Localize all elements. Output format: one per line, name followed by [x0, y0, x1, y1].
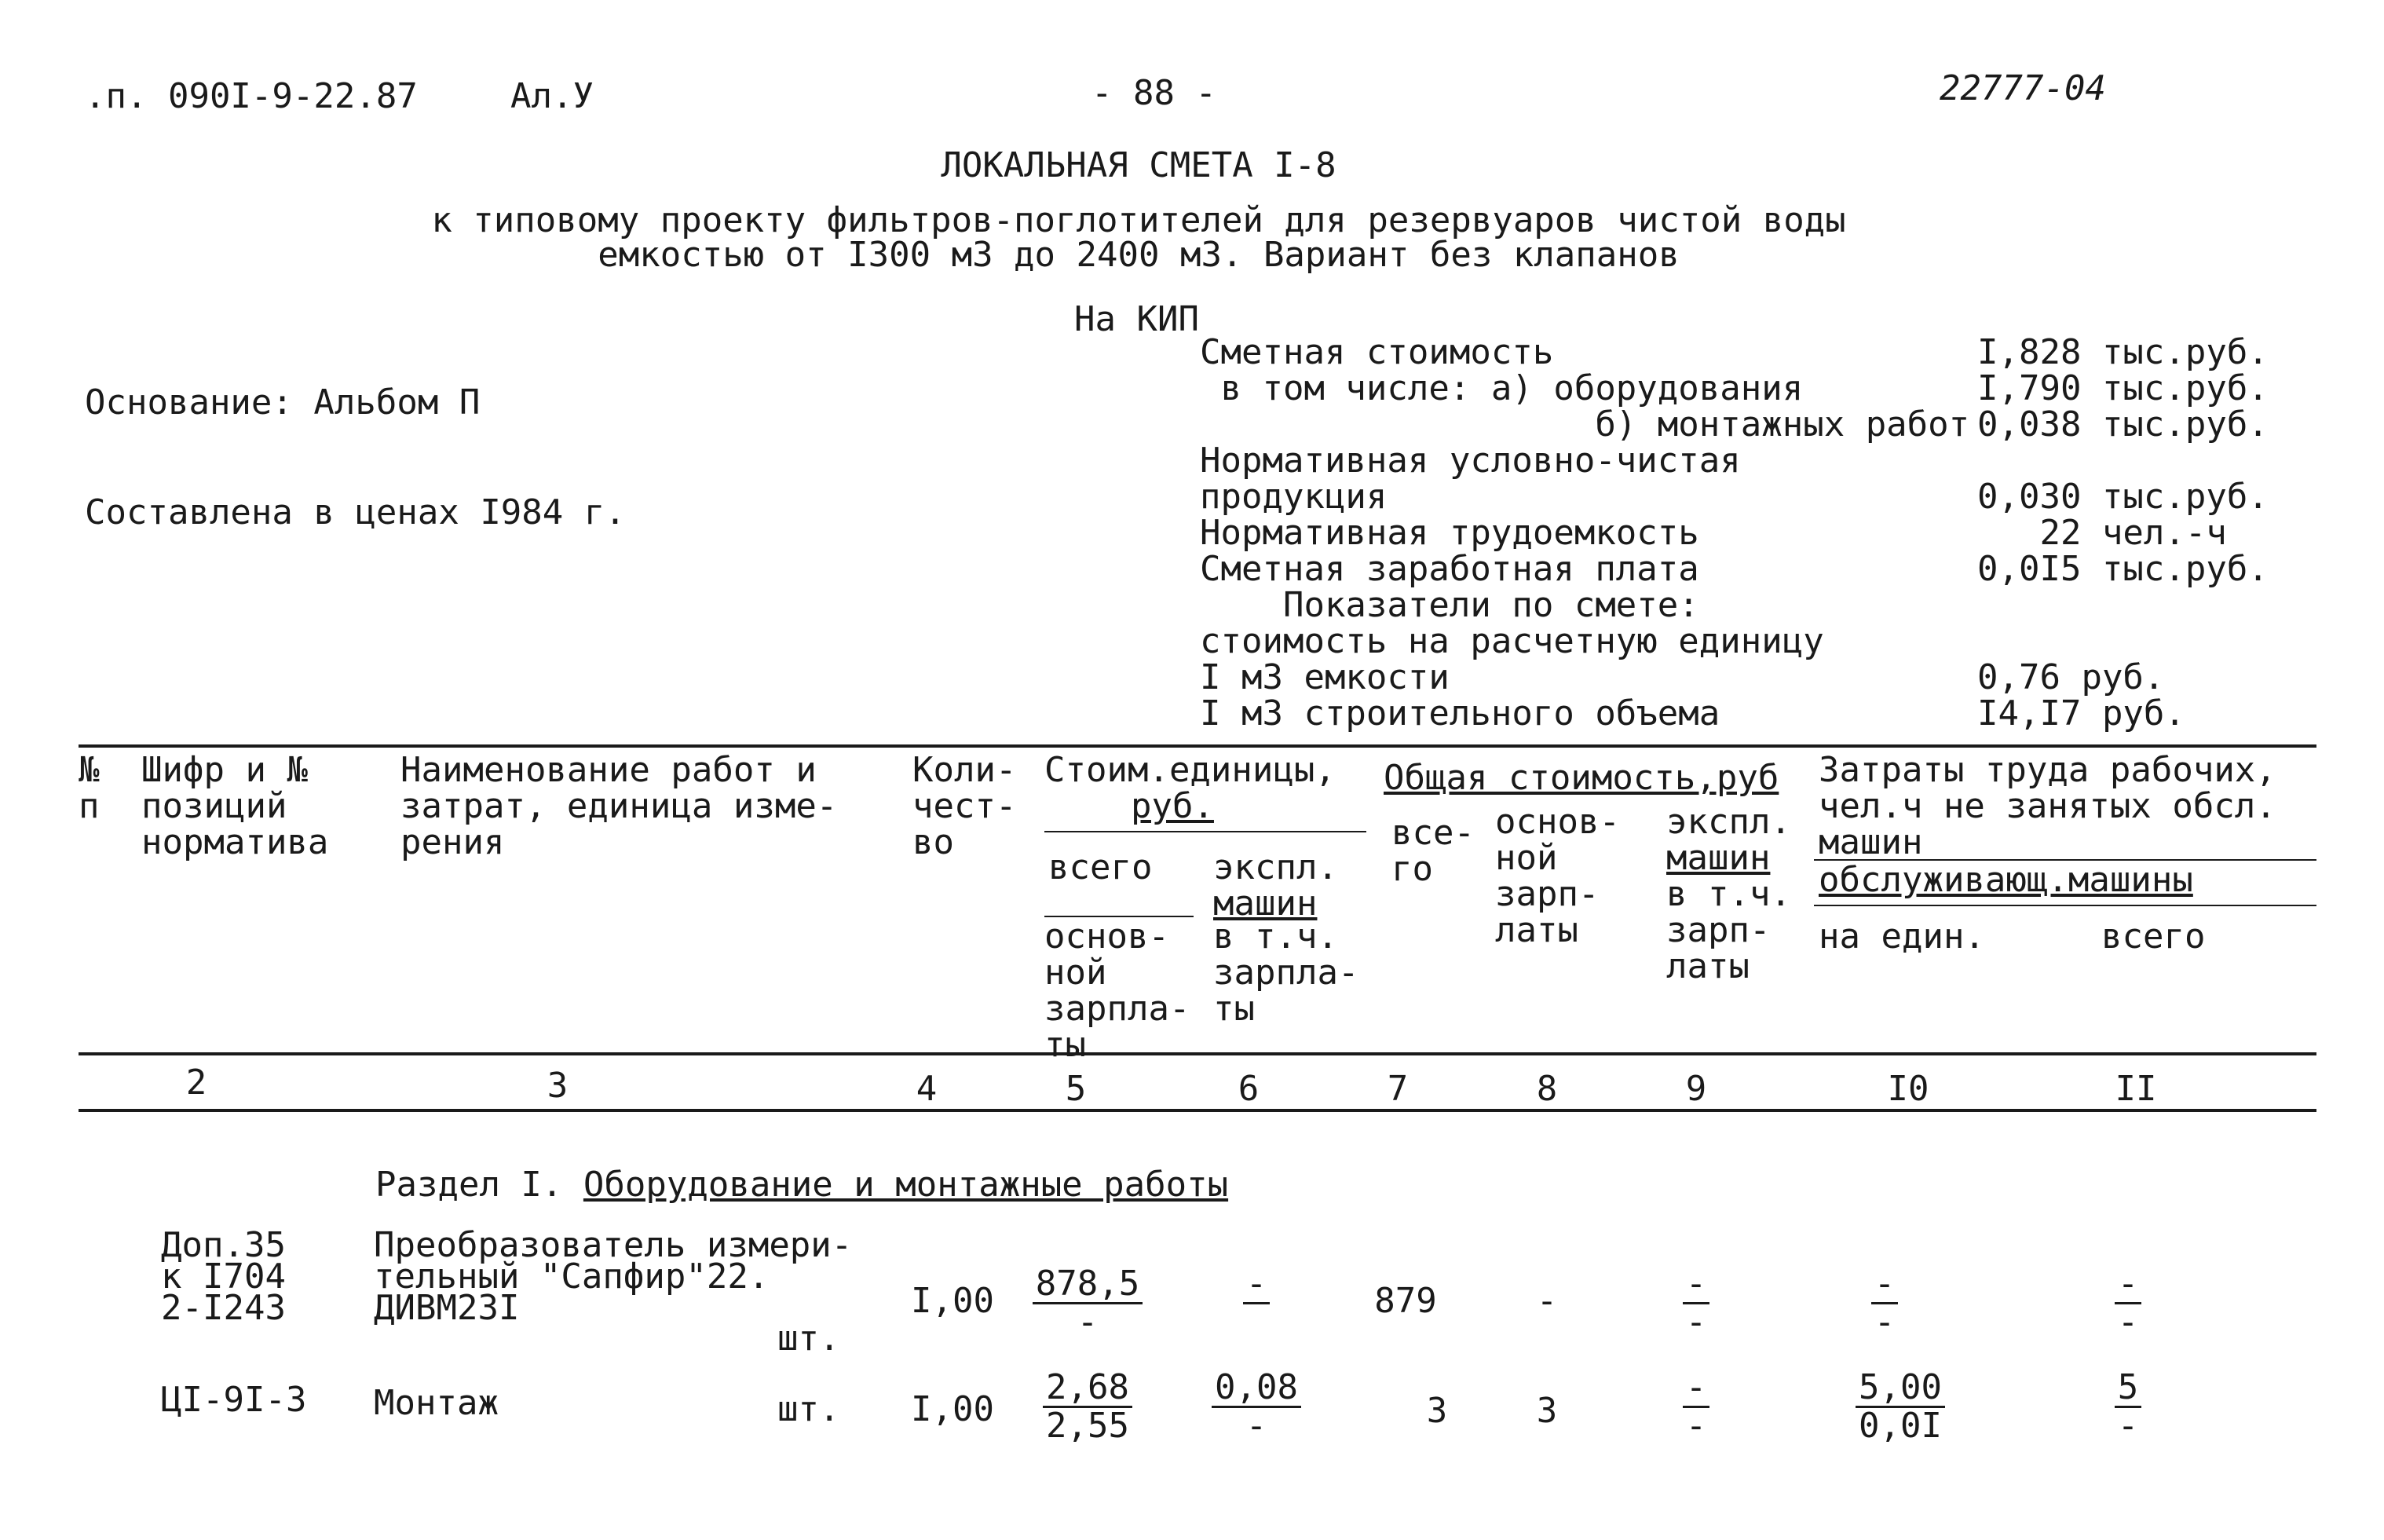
row2-name: Монтаж — [374, 1383, 499, 1423]
summary-value: 0,038 тыс.руб. — [1977, 404, 2269, 444]
summary-label: б) монтажных работ — [1200, 404, 1970, 444]
row1-labor-total: - - — [2089, 1266, 2167, 1341]
header-col-total-wages: основ- ной зарп- латы — [1495, 802, 1620, 950]
summary-row — [1200, 551, 2299, 587]
summary-label: Сметная стоимость — [1200, 332, 1554, 372]
row2-code: ЦI-9I-3 — [161, 1380, 307, 1420]
header-col-quantity: Коли- чест- во — [912, 750, 1017, 862]
summary-label: в том числе: а) оборудования — [1200, 368, 1804, 408]
header-col-name: Наименование работ и затрат, единица изме- рения — [400, 750, 838, 862]
row1-total-wages: - — [1536, 1281, 1558, 1321]
column-number-7: 7 — [1387, 1069, 1409, 1109]
summary-label: стоимость на расчетную единицу — [1200, 621, 1824, 661]
summary-label: Показатели по смете: — [1200, 585, 1699, 625]
row2-total-wages: 3 — [1536, 1391, 1558, 1431]
estimate-title: ЛОКАЛЬНАЯ СМЕТА I-8 — [941, 145, 1336, 185]
unit-cost-group-rule — [1044, 831, 1366, 832]
row2-total: 3 — [1426, 1391, 1448, 1431]
summary-row — [1200, 587, 2299, 624]
header-bottom-rule — [79, 1052, 2316, 1055]
project-reference: .п. 090I-9-22.87 — [85, 76, 418, 116]
column-number-10: I0 — [1887, 1069, 1929, 1109]
labor-service-rule — [1814, 905, 2316, 906]
header-unit-cost-group: Стоим.единицы, руб. — [1044, 750, 1336, 826]
header-col-number: № п — [79, 750, 100, 826]
section-title: Раздел I. Оборудование и монтажные работы — [375, 1165, 1229, 1205]
summary-value: 0,030 тыс.руб. — [1977, 477, 2269, 517]
summary-row — [1200, 657, 2299, 697]
summary-value: I,790 тыс.руб. — [1977, 368, 2269, 408]
page-number: - 88 - — [1091, 73, 1216, 113]
summary-block — [1200, 332, 2299, 733]
summary-label: Сметная заработная плата — [1200, 549, 1699, 589]
row1-unit: шт. — [777, 1319, 840, 1359]
summary-row — [1200, 443, 2299, 479]
price-year-text: Составлена в ценах I984 г. — [85, 492, 626, 532]
summary-row — [1200, 332, 2299, 372]
summary-value: 0,0I5 тыс.руб. — [1977, 549, 2269, 589]
row2-total-machines: - - — [1657, 1370, 1735, 1444]
summary-row — [1200, 621, 2299, 661]
row1-unit-cost: 878,5 - — [1029, 1266, 1146, 1341]
header-col-unit-wages: основ- ной зарпла- ты — [1044, 916, 1190, 1065]
column-number-5: 5 — [1065, 1069, 1087, 1109]
row1-labor-unit: - - — [1845, 1266, 1924, 1341]
header-col-unit-machine-wages: в т.ч. зарпла- ты — [1213, 916, 1359, 1029]
summary-value: 0,76 руб. — [1977, 657, 2165, 697]
estimate-object: На КИП — [1074, 299, 1199, 339]
summary-row — [1200, 693, 2299, 733]
row1-unit-machines: - — [1209, 1266, 1304, 1304]
header-col-total: все- го — [1391, 813, 1475, 889]
row2-quantity: I,00 — [911, 1389, 994, 1429]
summary-value: I4,I7 руб. — [1977, 693, 2185, 733]
summary-row — [1200, 479, 2299, 515]
header-labor-group: Затраты труда рабочих, чел.ч не занятых обсл. машин — [1819, 750, 2276, 862]
summary-label: Нормативная условно-чистая — [1200, 441, 1741, 481]
column-number-8: 8 — [1536, 1069, 1558, 1109]
column-number-9: 9 — [1685, 1069, 1707, 1109]
summary-row — [1200, 404, 2299, 444]
row1-total-machines: - - — [1657, 1266, 1735, 1341]
column-number-11: II — [2115, 1069, 2157, 1109]
row1-quantity: I,00 — [911, 1281, 994, 1321]
row2-unit-cost: $\frac{2,68}{2,55}$ — [1029, 1370, 1146, 1444]
summary-label: продукция — [1200, 477, 1388, 517]
column-number-6: 6 — [1238, 1069, 1260, 1109]
summary-label: I м3 емкости — [1200, 657, 1450, 697]
estimate-subtitle-line1: к типовому проекту фильтров-поглотителей для резервуаров чистой воды — [431, 200, 1846, 240]
row1-total: 879 — [1374, 1281, 1437, 1321]
header-col-labor-unit: на един. — [1819, 916, 1985, 957]
document-number: 22777-04 — [1940, 68, 2106, 108]
row1-name: Преобразователь измери- тельный "Сапфир"22. ДИВМ23I — [374, 1225, 853, 1328]
summary-row — [1200, 368, 2299, 408]
row2-unit: шт. — [777, 1389, 840, 1429]
header-col-total-machines: экспл. машин в т.ч. зарп- латы — [1666, 802, 1791, 986]
table-top-rule — [79, 744, 2316, 748]
row2-labor-total: 5 - — [2089, 1370, 2167, 1444]
header-col-code: Шифр и № позиций норматива — [141, 750, 329, 862]
summary-label: Нормативная трудоемкость — [1200, 513, 1699, 553]
summary-value: 22 чел.-ч — [1977, 513, 2227, 553]
header-labor-service: обслуживающ.машины — [1819, 860, 2193, 900]
album-reference: Ал.У — [510, 76, 594, 116]
summary-value: I,828 тыс.руб. — [1977, 332, 2269, 372]
header-col-unit-machines: экспл. машин — [1213, 847, 1338, 924]
column-numbers-rule — [79, 1109, 2316, 1112]
header-col-labor-total: всего — [2101, 916, 2206, 957]
header-total-cost-group: Общая стоимость,руб — [1384, 758, 1779, 798]
header-col-unit-total: всего — [1048, 847, 1153, 887]
summary-row — [1200, 515, 2299, 551]
row2-labor-unit: $\frac{5,00}{0,0I}$ — [1845, 1370, 1955, 1444]
estimate-subtitle-line2: емкостью от I300 м3 до 2400 м3. Вариант без клапанов — [598, 235, 1680, 275]
row2-unit-machines: 0,08 - — [1209, 1370, 1304, 1444]
basis-text: Основание: Альбом П — [85, 382, 481, 422]
column-number-3: 3 — [547, 1066, 569, 1106]
column-number-4: 4 — [916, 1069, 938, 1109]
row1-code: Доп.35 к I704 2-I243 — [161, 1225, 286, 1328]
column-number-2: 2 — [185, 1063, 207, 1103]
summary-label: I м3 строительного объема — [1200, 693, 1720, 733]
